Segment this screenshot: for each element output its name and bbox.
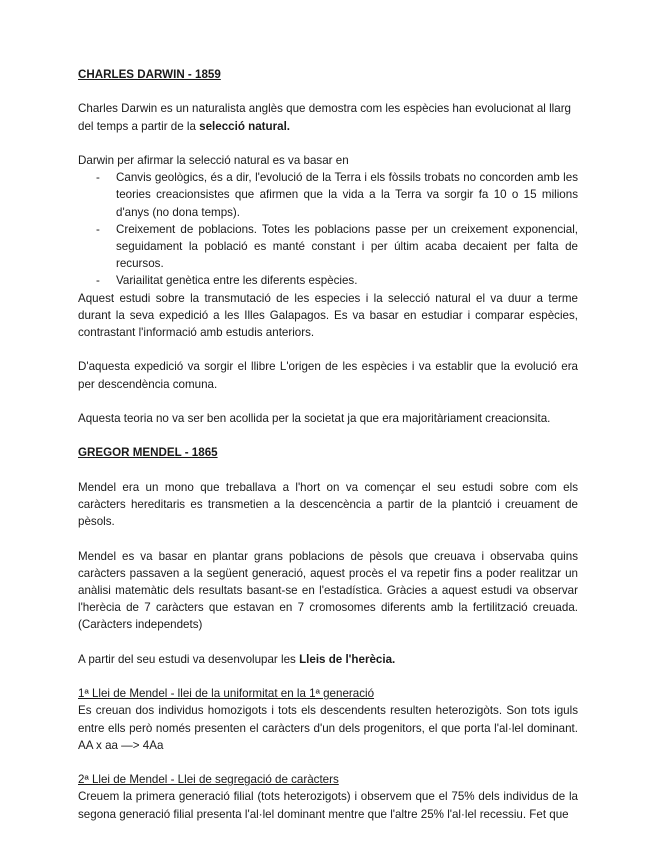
bullet-dash: -: [96, 222, 100, 236]
list-item-text: Canvis geològics, és a dir, l'evolució de la Terra i els fòssils trobats no concorden amb les teories creacionsistes que afirmen que la vida a la Terra va sorgir fa 10 o 15 milions d'anys (no dona temps).: [116, 171, 578, 219]
bullet-dash: -: [96, 274, 100, 288]
inheritance-laws-term: Lleis de l'herècia.: [299, 652, 396, 666]
law2-text: Creuem la primera generació filial (tots heterozigots) i observem que el 75% dels individus de la segona generació filial presenta l'al·lel dominant mentre que l'altre 25% l'al·lel recessiu. Fet que: [78, 790, 578, 821]
law1-title: 1ª Llei de Mendel - llei de la uniformitat en la 1ª generació: [78, 687, 375, 701]
darwin-intro-text: Charles Darwin es un naturalista anglès que demostra com les espècies han evolucionat al llarg del temps a partir de la: [78, 102, 572, 133]
natural-selection-term: selecció natural.: [199, 119, 291, 133]
mendel-intro-paragraph: Mendel era un mono que treballava a l'hort on va començar el seu estudi sobre com els caràcters hereditaris es transmetien a la descencència a partir de la plantció i creuament de pèsols.: [78, 480, 578, 529]
list-item: [78, 221, 578, 273]
list-item: [78, 272, 578, 289]
list-item-text: Variailitat genètica entre les diferents espècies.: [116, 274, 358, 288]
darwin-expedition-paragraph: Aquest estudi sobre la transmutació de les especies i la selecció natural el va duur a terme durant la seva expedició a les Illes Galapagos. Es va basar en estudiar i comparar espècies, contrastant l'informació amb estudis anteriors.: [78, 291, 578, 340]
darwin-book-paragraph: D'aquesta expedició va sorgir el llibre L'origen de les espècies i va establir que la evolució era per descendència comuna.: [78, 360, 578, 391]
law1-text: Es creuan dos individus homozigots i tots els descendents resulten heterozigòts. Son tots iguls entre ells però només presenten el caràcters d'un dels progenitors, el que porta l'al·lel dominant. AA x aa —> 4Aa: [78, 704, 578, 752]
document-page: [78, 66, 578, 823]
list-item-text: Creixement de poblacions. Totes les poblacions passe per un creixement exponencial, seguidament la població es manté constant i per últim acaba decaient per falta de recursos.: [116, 222, 578, 271]
darwin-basis-intro: Darwin per afirmar la selecció natural es va basar en: [78, 153, 349, 167]
bullet-dash: -: [96, 171, 100, 185]
mendel-method-paragraph: Mendel es va basar en plantar grans poblacions de pèsols que creuava i observaba quins caràcters passaven a la següent generació, aquest procès el va repetir fins a poder realitzar un anàlisi matemàtic dels resultats basant-se en l'estadística. Gràcies a aquest estudi va observar l'herècia de 7 caràcters que estavan en 7 cromosomes diferents amb la fertilització creuada. (Caràcters independets): [78, 549, 578, 632]
mendel-heading: GREGOR MENDEL - 1865: [78, 446, 218, 460]
list-item: [78, 169, 578, 221]
darwin-basis-list: [78, 169, 578, 289]
mendel-laws-intro: [78, 651, 578, 668]
mendel-laws-intro-text: A partir del seu estudi va desenvolupar les: [78, 652, 300, 666]
darwin-reception-paragraph: Aquesta teoria no va ser ben acollida per la societat ja que era majoritàriament creacionsita.: [78, 412, 551, 425]
law2-title: 2ª Llei de Mendel - Llei de segregació de caràcters: [78, 773, 339, 787]
darwin-intro-paragraph: [78, 100, 578, 134]
darwin-heading: CHARLES DARWIN - 1859: [78, 68, 221, 81]
